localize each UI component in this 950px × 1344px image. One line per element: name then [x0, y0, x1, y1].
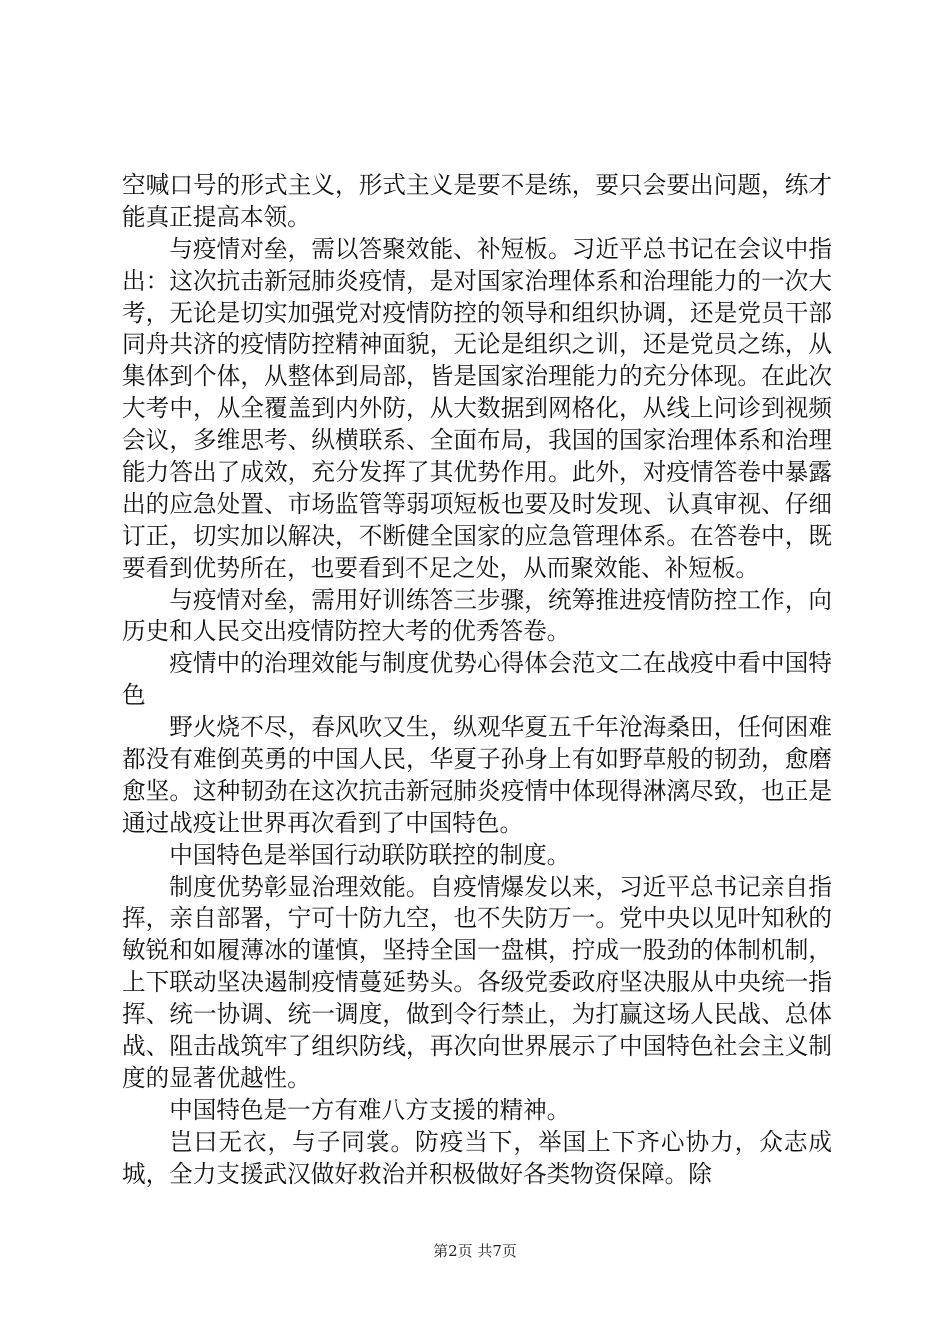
paragraph-3: 与疫情对垒，需用好训练答三步骤，统筹推进疫情防控工作，向历史和人民交出疫情防控大考的优秀答卷。 — [122, 585, 832, 646]
paragraph-5: 野火烧不尽，春风吹又生，纵观华夏五千年沧海桑田，任何困难都没有难倒英勇的中国人民，华夏子孙身上有如野草般的韧劲，愈磨愈坚。这种韧劲在这次抗击新冠肺炎疫情中体现得淋漓尽致，也正是通过战疫让世界再次看到了中国特色。 — [122, 713, 832, 837]
paragraph-7: 制度优势彰显治理效能。自疫情爆发以来，习近平总书记亲自指挥，亲自部署，宁可十防九空，也不失防万一。党中央以见叶知秋的敏锐和如履薄冰的谨慎，坚持全国一盘棋，拧成一股劲的体制机制，上下联动坚决遏制疫情蔓延势头。各级党委政府坚决服从中央统一指挥、统一协调、统一调度，做到令行禁止，为打赢这场人民战、总体战、阻击战筑牢了组织防线，再次向世界展示了中国特色社会主义制度的显著优越性。 — [122, 872, 832, 1092]
paragraph-6: 中国特色是举国行动联防联控的制度。 — [169, 840, 571, 869]
paragraph-4-heading: 疫情中的治理效能与制度优势心得体会范文二在战疫中看中国特色 — [122, 649, 832, 710]
paragraph-2: 与疫情对垒，需以答聚效能、补短板。习近平总书记在会议中指出：这次抗击新冠肺炎疫情，是对国家治理体系和治理能力的一次大考，无论是切实加强党对疫情防控的领导和组织协调，还是党员干部同舟共济的疫情防控精神面貌，无论是组织之训，还是党员之练，从集体到个体，从整体到局部，皆是国家治理能力的充分体现。在此次大考中，从全覆盖到内外防，从大数据到网格化，从线上问诊到视频会议，多维思考、纵横联系、全面布局，我国的国家治理体系和治理能力答出了成效，充分发挥了其优势作用。此外，对疫情答卷中暴露出的应急处置、市场监管等弱项短板也要及时发现、认真审视、仔细订正，切实加以解决，不断健全国家的应急管理体系。在答卷中，既要看到优势所在，也要看到不足之处，从而聚效能、补短板。 — [122, 234, 832, 582]
paragraph-1: 空喊口号的形式主义，形式主义是要不是练，要只会要出问题，练才能真正提高本领。 — [122, 171, 832, 231]
paragraph-8: 中国特色是一方有难八方支援的精神。 — [169, 1095, 571, 1124]
document-body — [122, 170, 832, 1191]
page-number-footer: 第2页 共7页 — [433, 1242, 517, 1260]
paragraph-9: 岂曰无衣，与子同裳。防疫当下，举国上下齐心协力，众志成城，全力支援武汉做好救治并积极做好各类物资保障。除 — [122, 1127, 832, 1188]
